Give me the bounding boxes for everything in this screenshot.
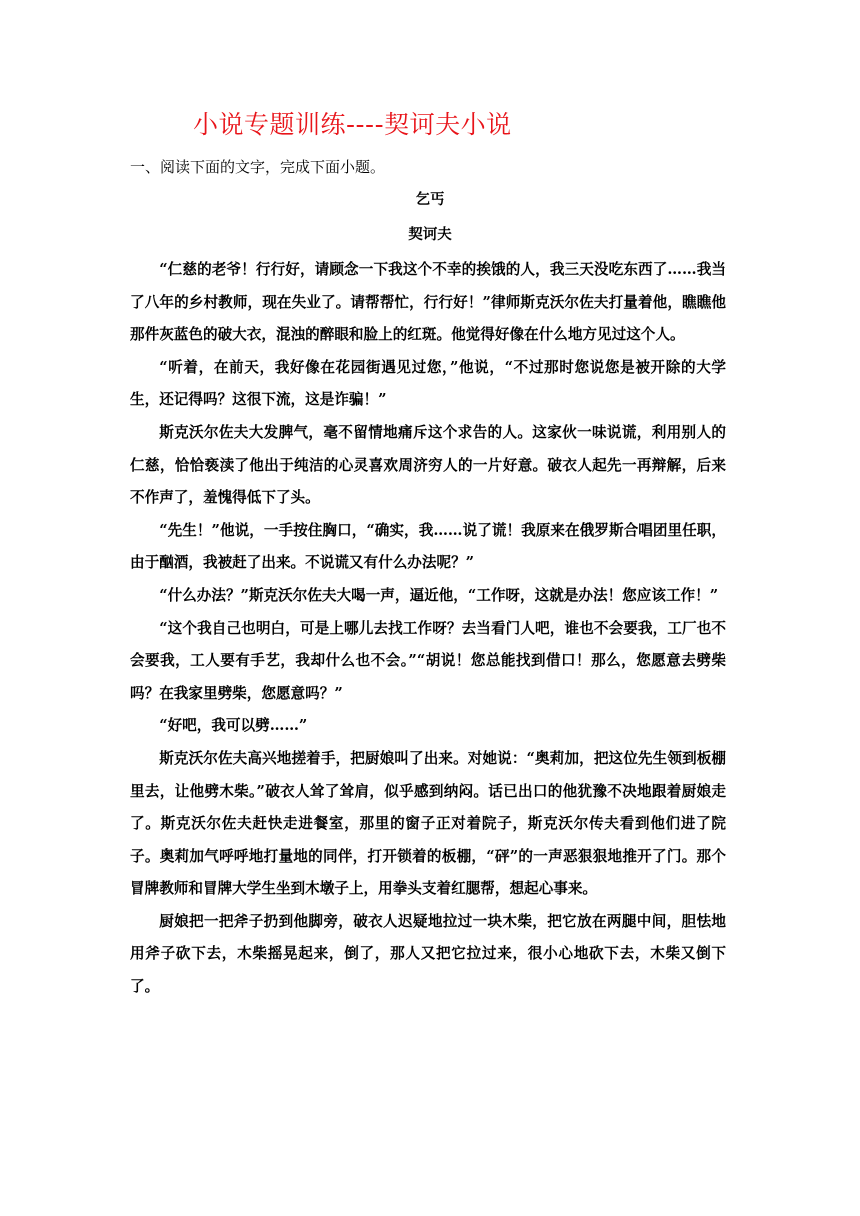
page-title: 小说专题训练----契诃夫小说: [193, 110, 512, 139]
section-heading: 一、阅读下面的文字，完成下面小题。: [130, 158, 386, 176]
story-paragraph: 厨娘把一把斧子扔到他脚旁，破衣人迟疑地拉过一块木柴，把它放在两腿中间，胆怯地用斧子砍下去，木柴摇晃起来，倒了，那人又把它拉过来，很小心地砍下去，木柴又倒下了。: [130, 912, 726, 996]
story-body: [130, 254, 726, 1004]
story-paragraph: “仁慈的老爷！行行好，请顾念一下我这个不幸的挨饿的人，我三天没吃东西了……我当了八年的乡村教师，现在失业了。请帮帮忙，行行好！”律师斯克沃尔佐夫打量着他，瞧瞧他那件灰蓝色的破大衣，混浊的醉眼和脸上的红斑。他觉得好像在什么地方见过这个人。: [130, 261, 726, 344]
story-paragraph: 斯克沃尔佐夫高兴地搓着手，把厨娘叫了出来。对她说：“奥莉加，把这位先生领到板棚里去，让他劈木柴。”破衣人耸了耸肩，似乎感到纳闷。话已出口的他犹豫不决地跟着厨娘走了。斯克沃尔佐夫赶快走进餐室，那里的窗子正对着院子，斯克沃尔传夫看到他们进了院子。奥莉加气呼呼地打量地的同伴，打开锁着的板棚，“砰”的一声恶狠狠地推开了门。那个冒牌教师和冒牌大学生坐到木墩子上，用拳头支着红腮帮，想起心事来。: [130, 749, 726, 898]
story-paragraph: 斯克沃尔佐夫大发脾气，毫不留情地痛斥这个求告的人。这家伙一味说谎，利用别人的仁慈，恰恰亵渎了他出于纯洁的心灵喜欢周济穷人的一片好意。破衣人起先一再辩解，后来不作声了，羞愧得低下了头。: [130, 423, 726, 507]
story-author: 契诃夫: [408, 226, 452, 243]
story-paragraph: “什么办法？”斯克沃尔佐夫大喝一声，逼近他，“工作呀，这就是办法！您应该工作！”: [159, 586, 719, 604]
story-paragraph: “先生！”他说，一手按住胸口，“确实，我……说了谎！我原来在俄罗斯合唱团里任职，由于酗酒，我被赶了出来。不说谎又有什么办法呢？”: [130, 521, 726, 572]
story-paragraph: “好吧，我可以劈……”: [159, 717, 308, 735]
story-title: 乞丐: [415, 191, 445, 208]
story-paragraph: “这个我自己也明白，可是上哪儿去找工作呀？去当看门人吧，谁也不会要我，工厂也不会要我，工人要有手艺，我却什么也不会。”“胡说！您总能找到借口！那么，您愿意去劈柴吗？在我家里劈柴，您愿意吗？”: [130, 619, 726, 702]
story-paragraph: “听着，在前天，我好像在花园街遇见过您，”他说，“不过那时您说您是被开除的大学生，还记得吗？这很下流，这是诈骗！”: [130, 358, 726, 409]
